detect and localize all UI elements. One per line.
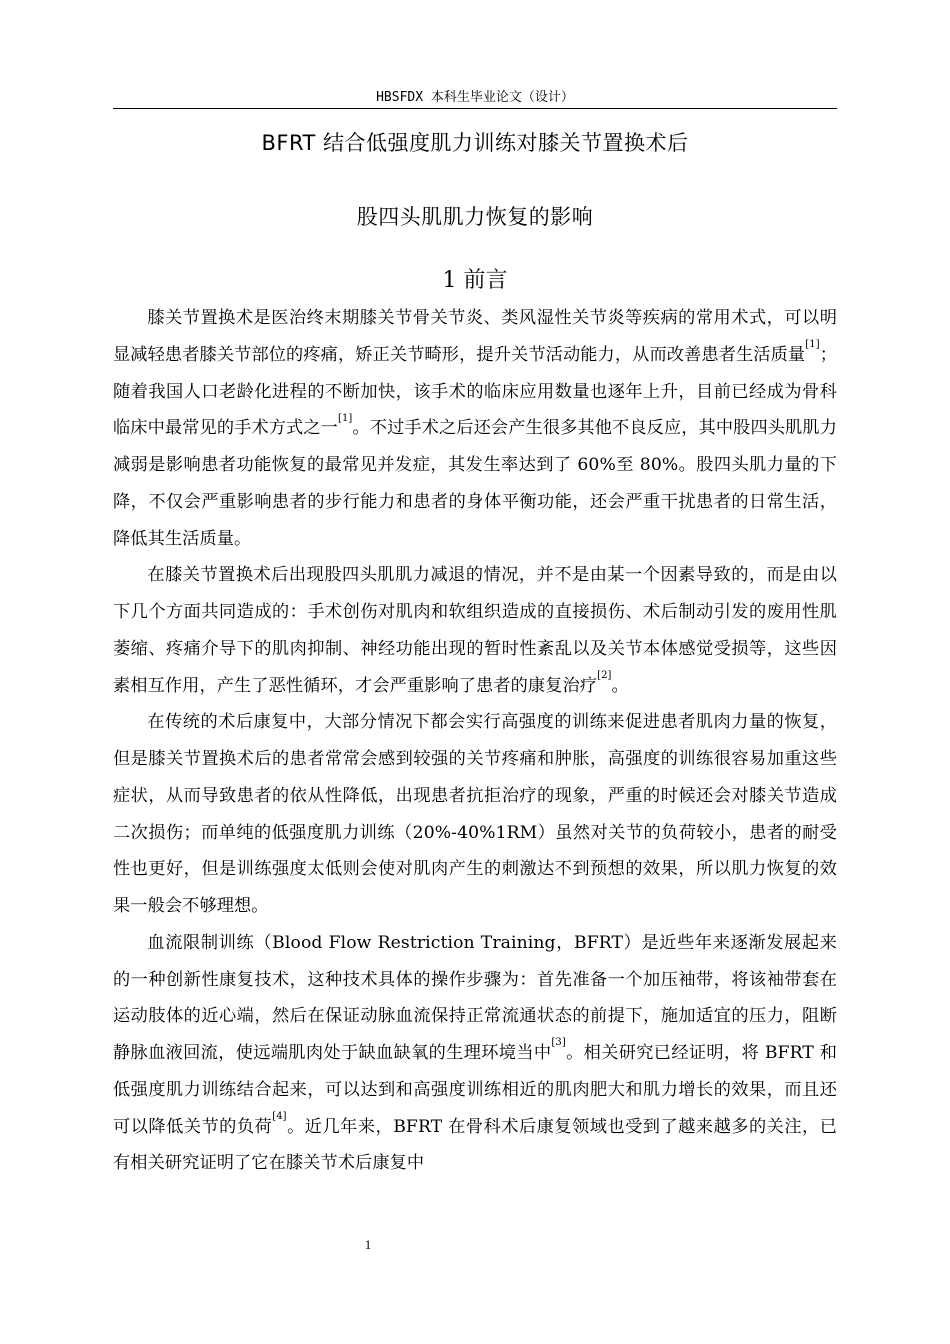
paragraph-2: [113, 557, 837, 704]
paragraph-text: 膝关节置换术是医治终末期膝关节骨关节炎、类风湿性关节炎等疾病的常用术式，可以明显减轻患者膝关节部位的疼痛，矫正关节畸形，提升关节活动能力，从而改善患者生活质量: [113, 308, 837, 365]
citation-marker: [3]: [551, 1037, 566, 1049]
citation-marker: [1]: [337, 412, 353, 424]
page-number: 1: [364, 1237, 372, 1252]
citation-marker: [4]: [272, 1110, 287, 1122]
citation-marker: [2]: [597, 669, 612, 681]
paper-title-line-1: BFRT 结合低强度肌力训练对膝关节置换术后: [261, 131, 689, 155]
section-heading: 1 前言: [442, 268, 508, 293]
citation-marker: [1]: [805, 339, 820, 351]
paragraph-3: [113, 704, 837, 925]
paragraph-text: 。相关研究已经证明，将 BFRT 和低强度肌力训练结合起来，可以达到和高强度训练相近的肌肉肥大和肌力增长的效果，而且还可以降低关节的负荷: [113, 1043, 837, 1137]
body-text: [113, 300, 837, 1182]
running-header: HBSFDX 本科生毕业论文（设计）: [376, 90, 574, 105]
paragraph-text: 。: [611, 675, 629, 696]
paragraph-text: ；随着我国人口老龄化进程的不断加快，该手术的临床应用数量也逐年上升，目前已经成为骨科临床中最常见的手术方式之一: [113, 344, 837, 439]
header-rule: [113, 108, 837, 109]
paragraph-text: 在传统的术后康复中，大部分情况下都会实行高强度的训练来促进患者肌肉力量的恢复，但是膝关节置换术后的患者常常会感到较强的关节疼痛和肿胀，高强度的训练很容易加重这些症状，从而导致患者的依从性降低，出现患者抗拒治疗的现象，严重的时候还会对膝关节造成二次损伤；而单纯的低强度肌力训练（20%-40%1RM）虽然对关节的负荷较小，患者的耐受性也更好，但是训练强度太低则会使对肌肉产生的刺激达不到预想的效果，所以肌力恢复的效果一般会不够理想。: [113, 712, 837, 916]
paragraph-4: [113, 925, 837, 1182]
paragraph-text: 血流限制训练（Blood Flow Restriction Training，BFRT）是近些年来逐渐发展起来的一种创新性康复技术，这种技术具体的操作步骤为：首先准备一个加压袖带，将该袖带套在运动肢体的近心端，然后在保证动脉血流保持正常流通状态的前提下，施加适宜的压力，阻断静脉血液回流，使远端肌肉处于缺血缺氧的生理环境当中: [113, 932, 837, 1063]
paragraph-text: 。不过手术之后还会产生很多其他不良反应，其中股四头肌肌力减弱是影响患者功能恢复的最常见并发症，其发生率达到了 60%至 80%。股四头肌力量的下降，不仅会严重影响患者的步行能力和患者的身体平衡功能，还会严重干扰患者的日常生活，降低其生活质量。: [113, 418, 837, 549]
paragraph-text: 。近几年来，BFRT 在骨科术后康复领域也受到了越来越多的关注，已有相关研究证明了它在膝关节术后康复中: [113, 1116, 837, 1174]
paragraph-1: [113, 300, 837, 557]
paragraph-text: 在膝关节置换术后出现股四头肌肌力减退的情况，并不是由某一个因素导致的，而是由以下几个方面共同造成的：手术创伤对肌肉和软组织造成的直接损伤、术后制动引发的废用性肌萎缩、疼痛介导下的肌肉抑制、神经功能出现的暂时性紊乱以及关节本体感觉受损等，这些因素相互作用，产生了恶性循环，才会严重影响了患者的康复治疗: [113, 565, 837, 696]
paper-title-line-2: 股四头肌肌力恢复的影响: [356, 205, 594, 229]
